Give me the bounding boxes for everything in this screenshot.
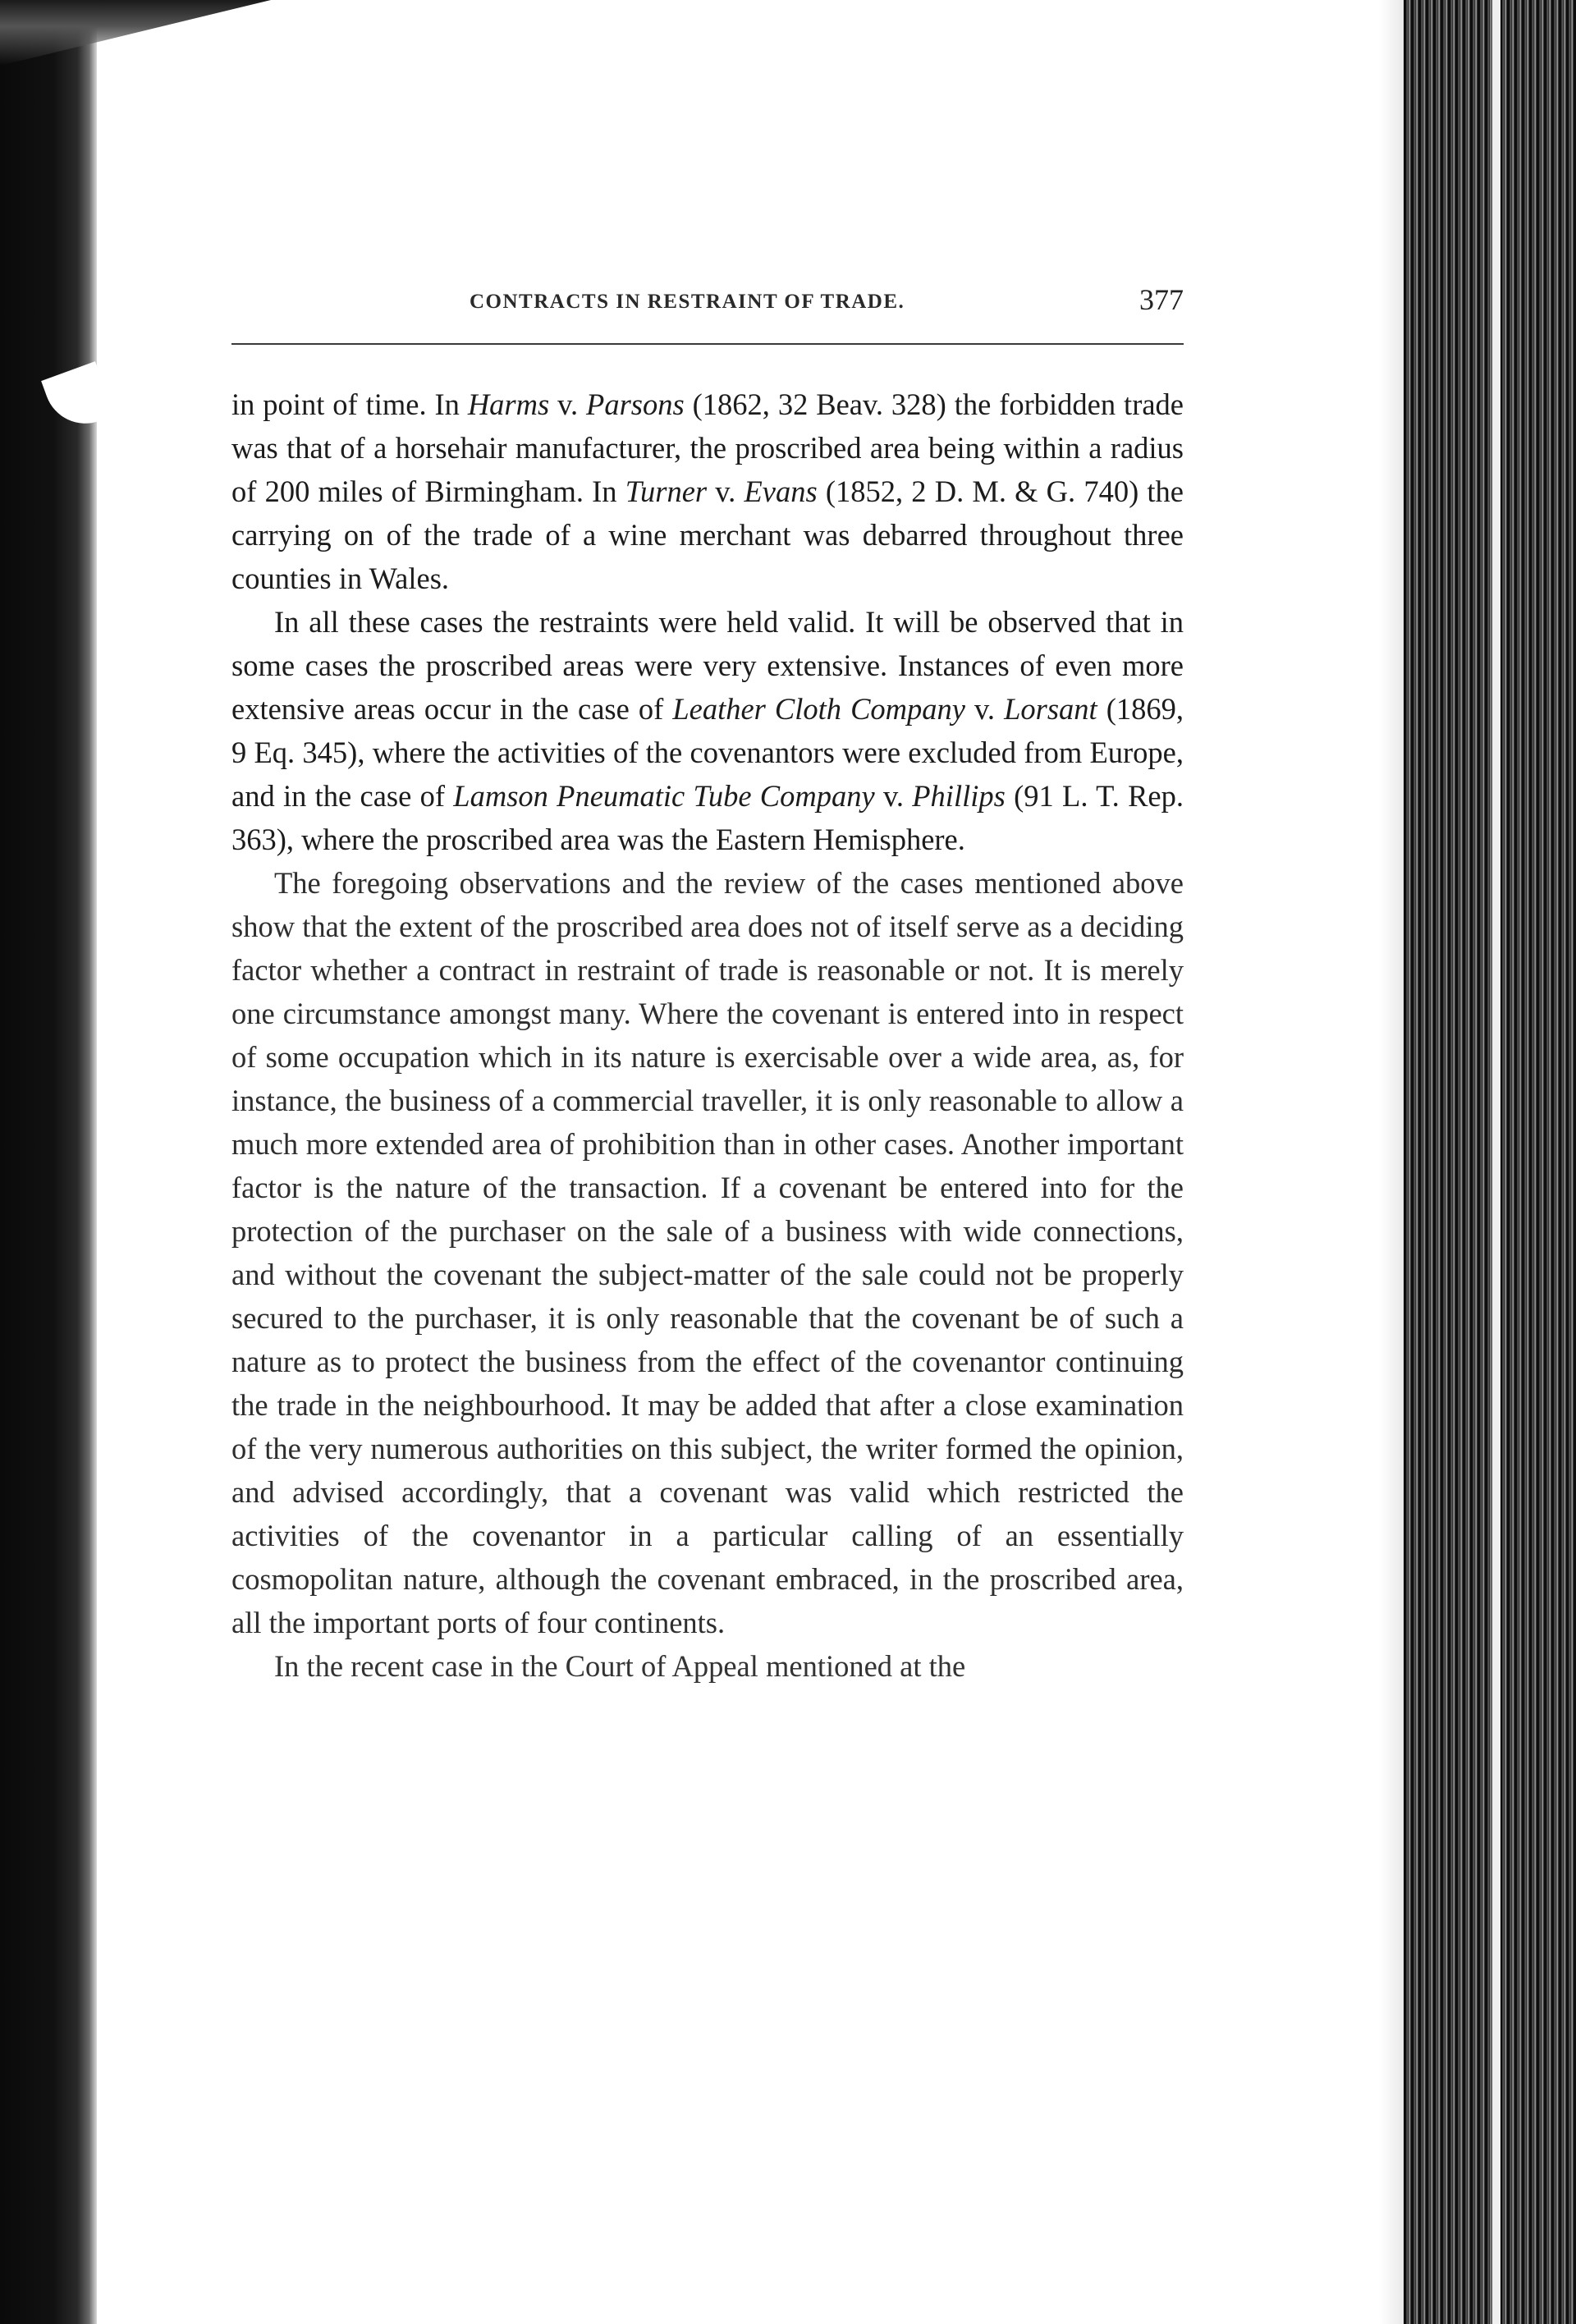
case-name-lorsant: Lorsant <box>1004 692 1097 726</box>
scan-top-left-shadow <box>0 0 271 66</box>
paragraph-1-text-2: (1862, 32 Beav. 328) the forbidden trade was that of a horsehair manufacturer, the proscribed area being within a radius of 200 miles of Birmingham. In <box>231 387 1184 508</box>
paragraph-2-versus-2: v. <box>874 779 913 813</box>
paragraph-1-versus-1: v. <box>549 387 587 421</box>
scan-right-edge <box>1404 0 1576 2324</box>
paragraph-2-text-2: (1869, 9 Eq. 345), where the activities of the covenantors were excluded from Europe, and in the case of <box>231 692 1184 813</box>
case-name-parsons: Parsons <box>586 387 685 421</box>
scan-left-edge <box>0 0 97 2324</box>
paragraph-1 <box>231 383 1184 600</box>
paragraph-2-text-1: In all these cases the restraints were held valid. It will be observed that in some cases the proscribed areas were very extensive. Instances of even more extensive areas occur in the case of <box>231 605 1184 726</box>
paragraph-1-text-1: in point of time. In <box>231 387 468 421</box>
paragraph-2 <box>231 600 1184 861</box>
case-name-lamson: Lamson Pneumatic Tube Company <box>453 779 875 813</box>
body-text <box>231 383 1184 1688</box>
paragraph-2-text-3: (91 L. T. Rep. 363), where the proscribed area was the Eastern Hemisphere. <box>231 779 1184 856</box>
case-name-harms: Harms <box>467 387 550 421</box>
paragraph-2-versus-1: v. <box>964 692 1005 726</box>
paragraph-1-versus-2: v. <box>707 474 744 508</box>
paragraph-1-text-3: (1852, 2 D. M. & G. 740) the carrying on of the trade of a wine merchant was debarred throughout three counties in Wales. <box>231 474 1184 595</box>
scan-right-edge-highlight <box>1492 0 1500 2324</box>
header-rule <box>231 343 1184 345</box>
page-number: 377 <box>1139 283 1184 316</box>
case-name-evans: Evans <box>744 474 818 508</box>
running-title: CONTRACTS IN RESTRAINT OF TRADE. <box>470 291 905 313</box>
paragraph-4: In the recent case in the Court of Appeal mentioned at the <box>274 1649 966 1683</box>
running-head <box>231 282 1184 323</box>
book-page <box>231 0 1184 2324</box>
paragraph-3: The foregoing observations and the review of the cases mentioned above show that the extent of the proscribed area does not of itself serve as a deciding factor whether a contract in restraint of trade is reasonable or not. It is merely one circumstance amongst many. Where the covenant is entered into in respect of some occupation which in its nature is exercisable over a wide area, as, for instance, the business of a commercial traveller, it is only reasonable to allow a much more extended area of prohibition than in other cases. Another important factor is the nature of the transaction. If a covenant be entered into for the protection of the purchaser on the sale of a business with wide connections, and without the covenant the subject-matter of the sale could not be properly secured to the purchaser, it is only reasonable that the covenant be of such a nature as to protect the business from the effect of the covenantor continuing the trade in the neighbourhood. It may be added that after a close examination of the very numerous authorities on this subject, the writer formed the opinion, and advised accordingly, that a covenant was valid which restricted the activities of the covenantor in a particular calling of an essentially cosmopolitan nature, although the covenant embraced, in the proscribed area, all the important ports of four continents. <box>231 866 1184 1639</box>
case-name-leather-cloth: Leather Cloth Company <box>672 692 965 726</box>
case-name-phillips: Phillips <box>912 779 1006 813</box>
case-name-turner: Turner <box>625 474 708 508</box>
